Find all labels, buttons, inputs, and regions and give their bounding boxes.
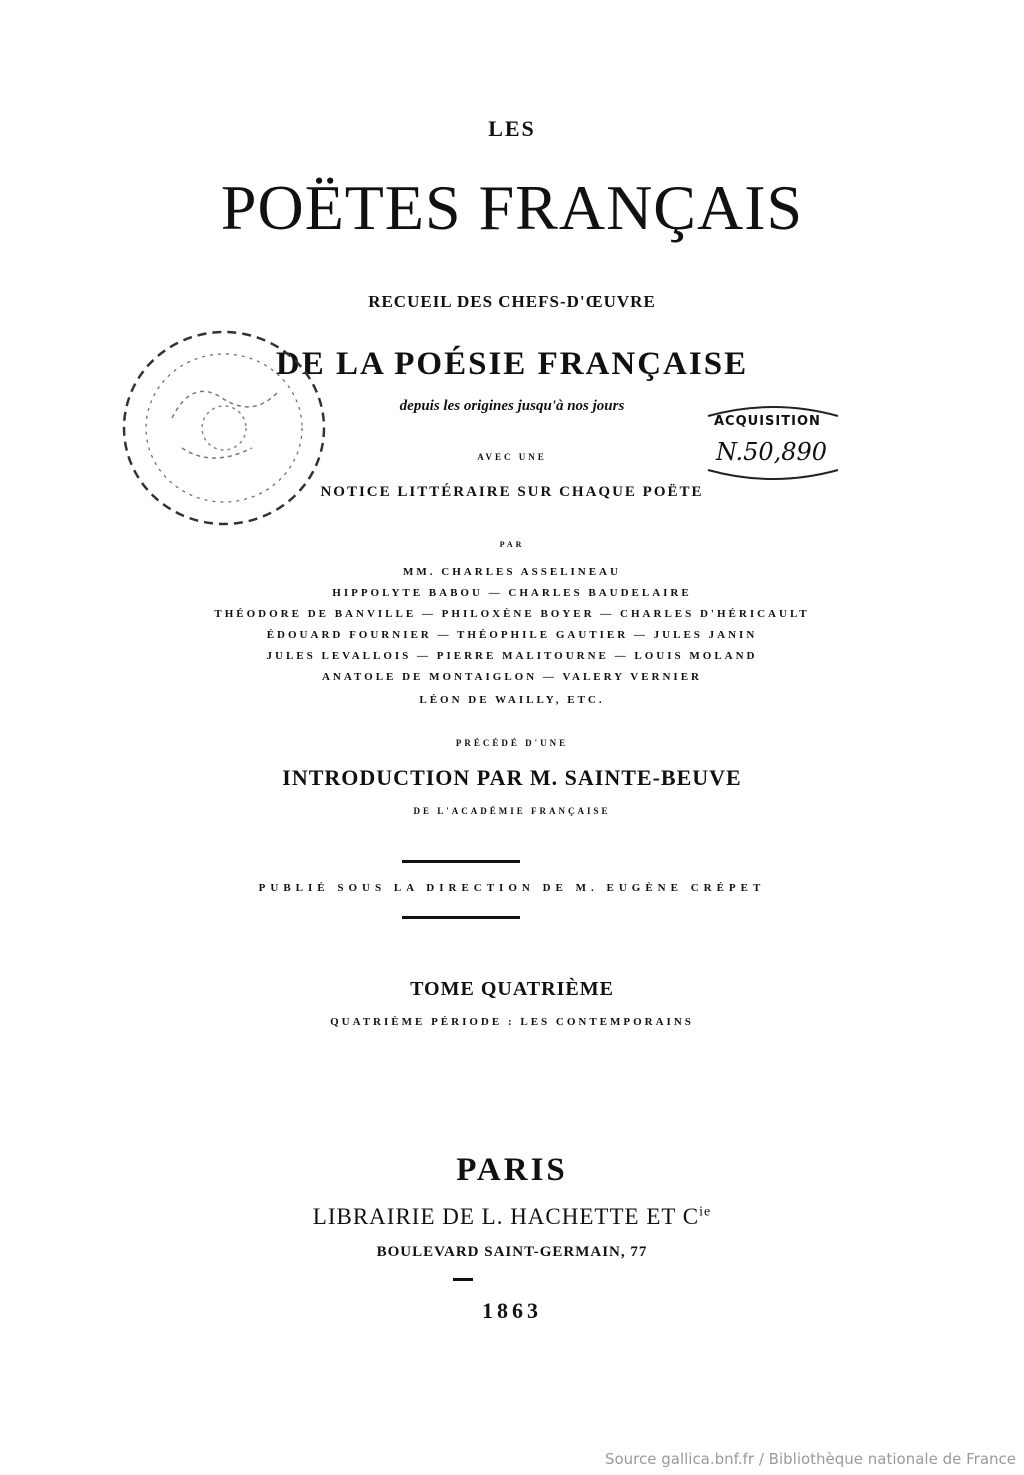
publisher [0,1204,1024,1230]
publisher-name: LIBRAIRIE DE L. HACHETTE ET C [312,1204,700,1229]
acquisition-stamp [700,398,845,483]
author-line: HIPPOLYTE BABOU — CHARLES BAUDELAIRE [332,587,692,599]
author-line: MM. CHARLES ASSELINEAU [403,566,621,578]
text-precede: PRÉCÉDÉ D'UNE [455,738,569,748]
acquisition-number: N.50,890 [716,438,828,466]
source-credit: Source gallica.bnf.fr / Bibliothèque nationale de France [604,1450,1016,1468]
text-academie: DE L'ACADÉMIE FRANÇAISE [413,806,611,816]
subtitle-depuis: depuis les origines jusqu'à nos jours [399,398,625,414]
divider-rule [402,916,520,919]
text-par: PAR [499,540,525,549]
author-line: THÉODORE DE BANVILLE — PHILOXÈNE BOYER — CHARLES D'HÉRICAULT [214,608,810,620]
library-seal-stamp [112,318,342,533]
tome: TOME QUATRIÈME [410,978,614,1000]
divider-rule [402,860,520,863]
small-dash [453,1278,473,1281]
author-line: ANATOLE DE MONTAIGLON — VALERY VERNIER [321,671,702,683]
author-line: JULES LEVALLOIS — PIERRE MALITOURNE — LOUIS MOLAND [266,650,758,662]
text-avec: AVEC UNE [477,452,547,462]
main-title: POËTES FRANÇAIS [220,172,804,243]
title-les: LES [488,116,536,141]
subtitle-poesie: DE LA POÉSIE FRANÇAISE [275,346,749,382]
publisher-sup: ie [699,1204,712,1220]
author-line: ÉDOUARD FOURNIER — THÉOPHILE GAUTIER — JULES JANIN [266,629,758,641]
address: BOULEVARD SAINT-GERMAIN, 77 [376,1244,648,1260]
text-publie: PUBLIÉ SOUS LA DIRECTION DE M. EUGÈNE CRÉPET [258,882,766,894]
periode: QUATRIÈME PÉRIODE : LES CONTEMPORAINS [330,1016,694,1028]
introduction: INTRODUCTION PAR M. SAINTE-BEUVE [282,765,742,790]
acquisition-label: ACQUISITION [714,414,821,429]
subtitle-recueil: RECUEIL DES CHEFS-D'ŒUVRE [368,292,656,311]
author-line: LÉON DE WAILLY, ETC. [419,694,605,706]
text-notice: NOTICE LITTÉRAIRE SUR CHAQUE POËTE [320,484,704,500]
year: 1863 [482,1298,542,1323]
city: PARIS [456,1152,568,1188]
